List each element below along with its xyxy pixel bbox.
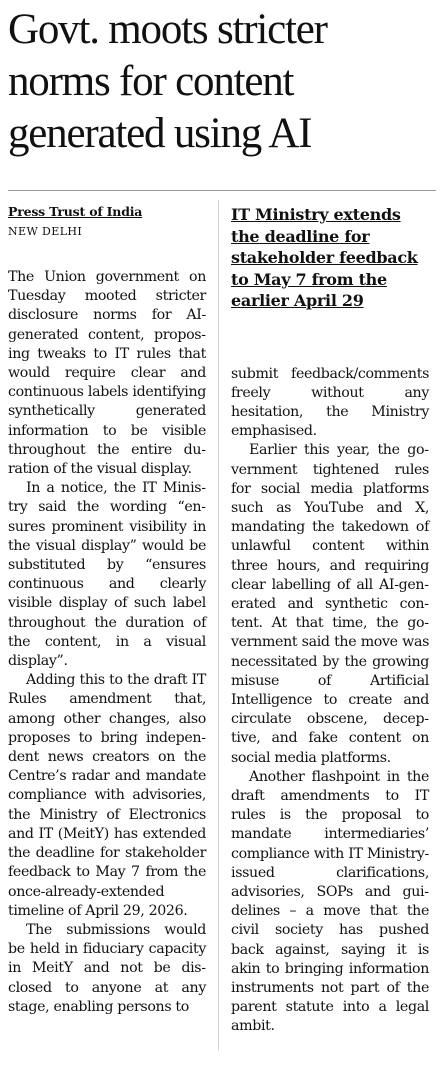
right-column (231, 204, 429, 1037)
dateline: NEW DELHI (8, 225, 83, 238)
paragraph-4: The submissions would be held in fiduciary capacity in MeitY and not be disclosed to anyone at any stage, enabling persons to (8, 921, 206, 1015)
byline: Press Trust of India (8, 204, 143, 219)
paragraph-5: Earlier this year, the government tightened rules for social media platforms such as YouTube and X, mandating the takedown of unlawful content within three hours, and requiring clear labelling of all AI-generated and synthetic content. At that time, the government said the move was necessitated by the growing misuse of Artificial Intelligence to create and circulate obscene, deceptive, and fake content on social media platforms. (231, 442, 429, 766)
paragraph-4-continued: submit feedback/comments freely without any hesitation, the Ministry emphasised. (231, 365, 429, 440)
paragraph-6: Another flashpoint in the draft amendments to IT rules is the proposal to mandate intermediaries’ compliance with IT Ministry-issued clarifications, advisories, SOPs and guidelines – a move that the civil society has pushed back against, saying it is akin to bringing information instruments not part of the parent statute into a legal ambit. (231, 768, 429, 1035)
paragraph-3: Adding this to the draft IT Rules amendment that, among other changes, also proposes to bring independent news creators on the Centre’s radar and mandate compliance with advisories, the Ministry of Electronics and IT (MeitY) has extended the deadline for stakeholder feedback to May 7 from the once-already-extended timeline of April 29, 2026. (8, 672, 206, 919)
paragraph-2: In a notice, the IT Ministry said the wording “ensures prominent visibility in the visual display” would be substituted by “ensures continuous and clearly visible display of such label throughout the duration of the content, in a visual display”. (8, 480, 206, 670)
paragraph-1: The Union government on Tuesday mooted stricter disclosure norms for AI-generated content, proposing tweaks to IT rules that would require clear and continuous labels identifying synthetically generated information to be visible throughout the entire duration of the visual display. (8, 269, 206, 478)
article-body-left (8, 268, 206, 1017)
headline-line-3: generated using AI (8, 110, 312, 157)
headline-line-1: Govt. moots stricter (8, 6, 327, 53)
left-column (8, 204, 206, 1017)
article-body-right (231, 365, 429, 1037)
headline-divider (8, 190, 436, 191)
headline-line-2: norms for content (8, 58, 294, 105)
column-divider (218, 200, 219, 1050)
pull-quote: IT Ministry extends the deadline for stakeholder feedback to May 7 from the earlier April 29 (231, 205, 418, 310)
headline (8, 4, 438, 160)
